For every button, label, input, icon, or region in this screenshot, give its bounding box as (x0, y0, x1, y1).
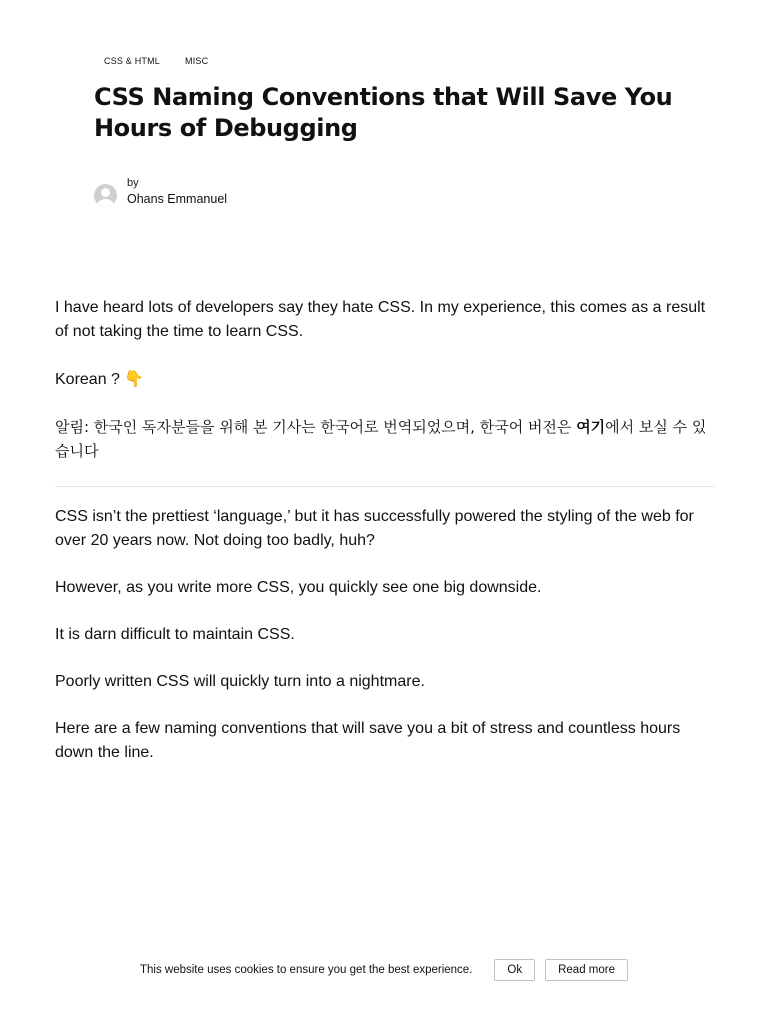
user-avatar-placeholder-icon (94, 184, 117, 207)
korean-notice-text: 알림: 한국인 독자분들을 위해 본 기사는 한국어로 번역되었으며, 한국어 버전은 (55, 418, 577, 436)
section-divider (55, 486, 715, 487)
tag-misc[interactable]: MISC (185, 56, 209, 66)
korean-version-link[interactable]: 여기 (576, 418, 606, 436)
cookie-ok-button[interactable]: Ok (494, 959, 535, 981)
author-by-label: by (127, 177, 139, 189)
body-paragraph: CSS isn’t the prettiest ‘language,’ but it has successfully powered the styling of the web for over 20 years now. Not doing too badly, huh? (55, 508, 694, 549)
body-paragraph: Poorly written CSS will quickly turn into a nightmare. (55, 673, 425, 690)
author-block (94, 176, 227, 208)
cookie-message: This website uses cookies to ensure you get the best experience. (139, 964, 473, 976)
cookie-read-more-button[interactable]: Read more (545, 959, 628, 981)
korean-prompt (55, 367, 715, 392)
body-paragraph: Here are a few naming conventions that will save you a bit of stress and countless hours down the line. (55, 720, 681, 761)
article-body (55, 296, 715, 788)
cookie-consent-bar (0, 958, 768, 982)
korean-notice-text-end: 에서 보실 수 있습니다 (55, 418, 707, 460)
tag-css-html[interactable]: CSS & HTML (104, 56, 161, 66)
korean-label: Korean ? (55, 371, 120, 388)
author-info (127, 176, 227, 208)
body-paragraph: It is darn difficult to maintain CSS. (55, 626, 295, 643)
intro-paragraph: I have heard lots of developers say they hate CSS. In my experience, this comes as a result of not taking the time to learn CSS. (55, 299, 706, 340)
korean-notice (55, 415, 715, 463)
body-paragraph: However, as you write more CSS, you quickly see one big downside. (55, 579, 542, 596)
pointing-down-icon: 👇 (124, 369, 145, 388)
author-name-link[interactable]: Ohans Emmanuel (127, 192, 228, 206)
article-tags (104, 56, 208, 66)
article-title: CSS Naming Conventions that Will Save You Hours of Debugging (94, 83, 673, 142)
